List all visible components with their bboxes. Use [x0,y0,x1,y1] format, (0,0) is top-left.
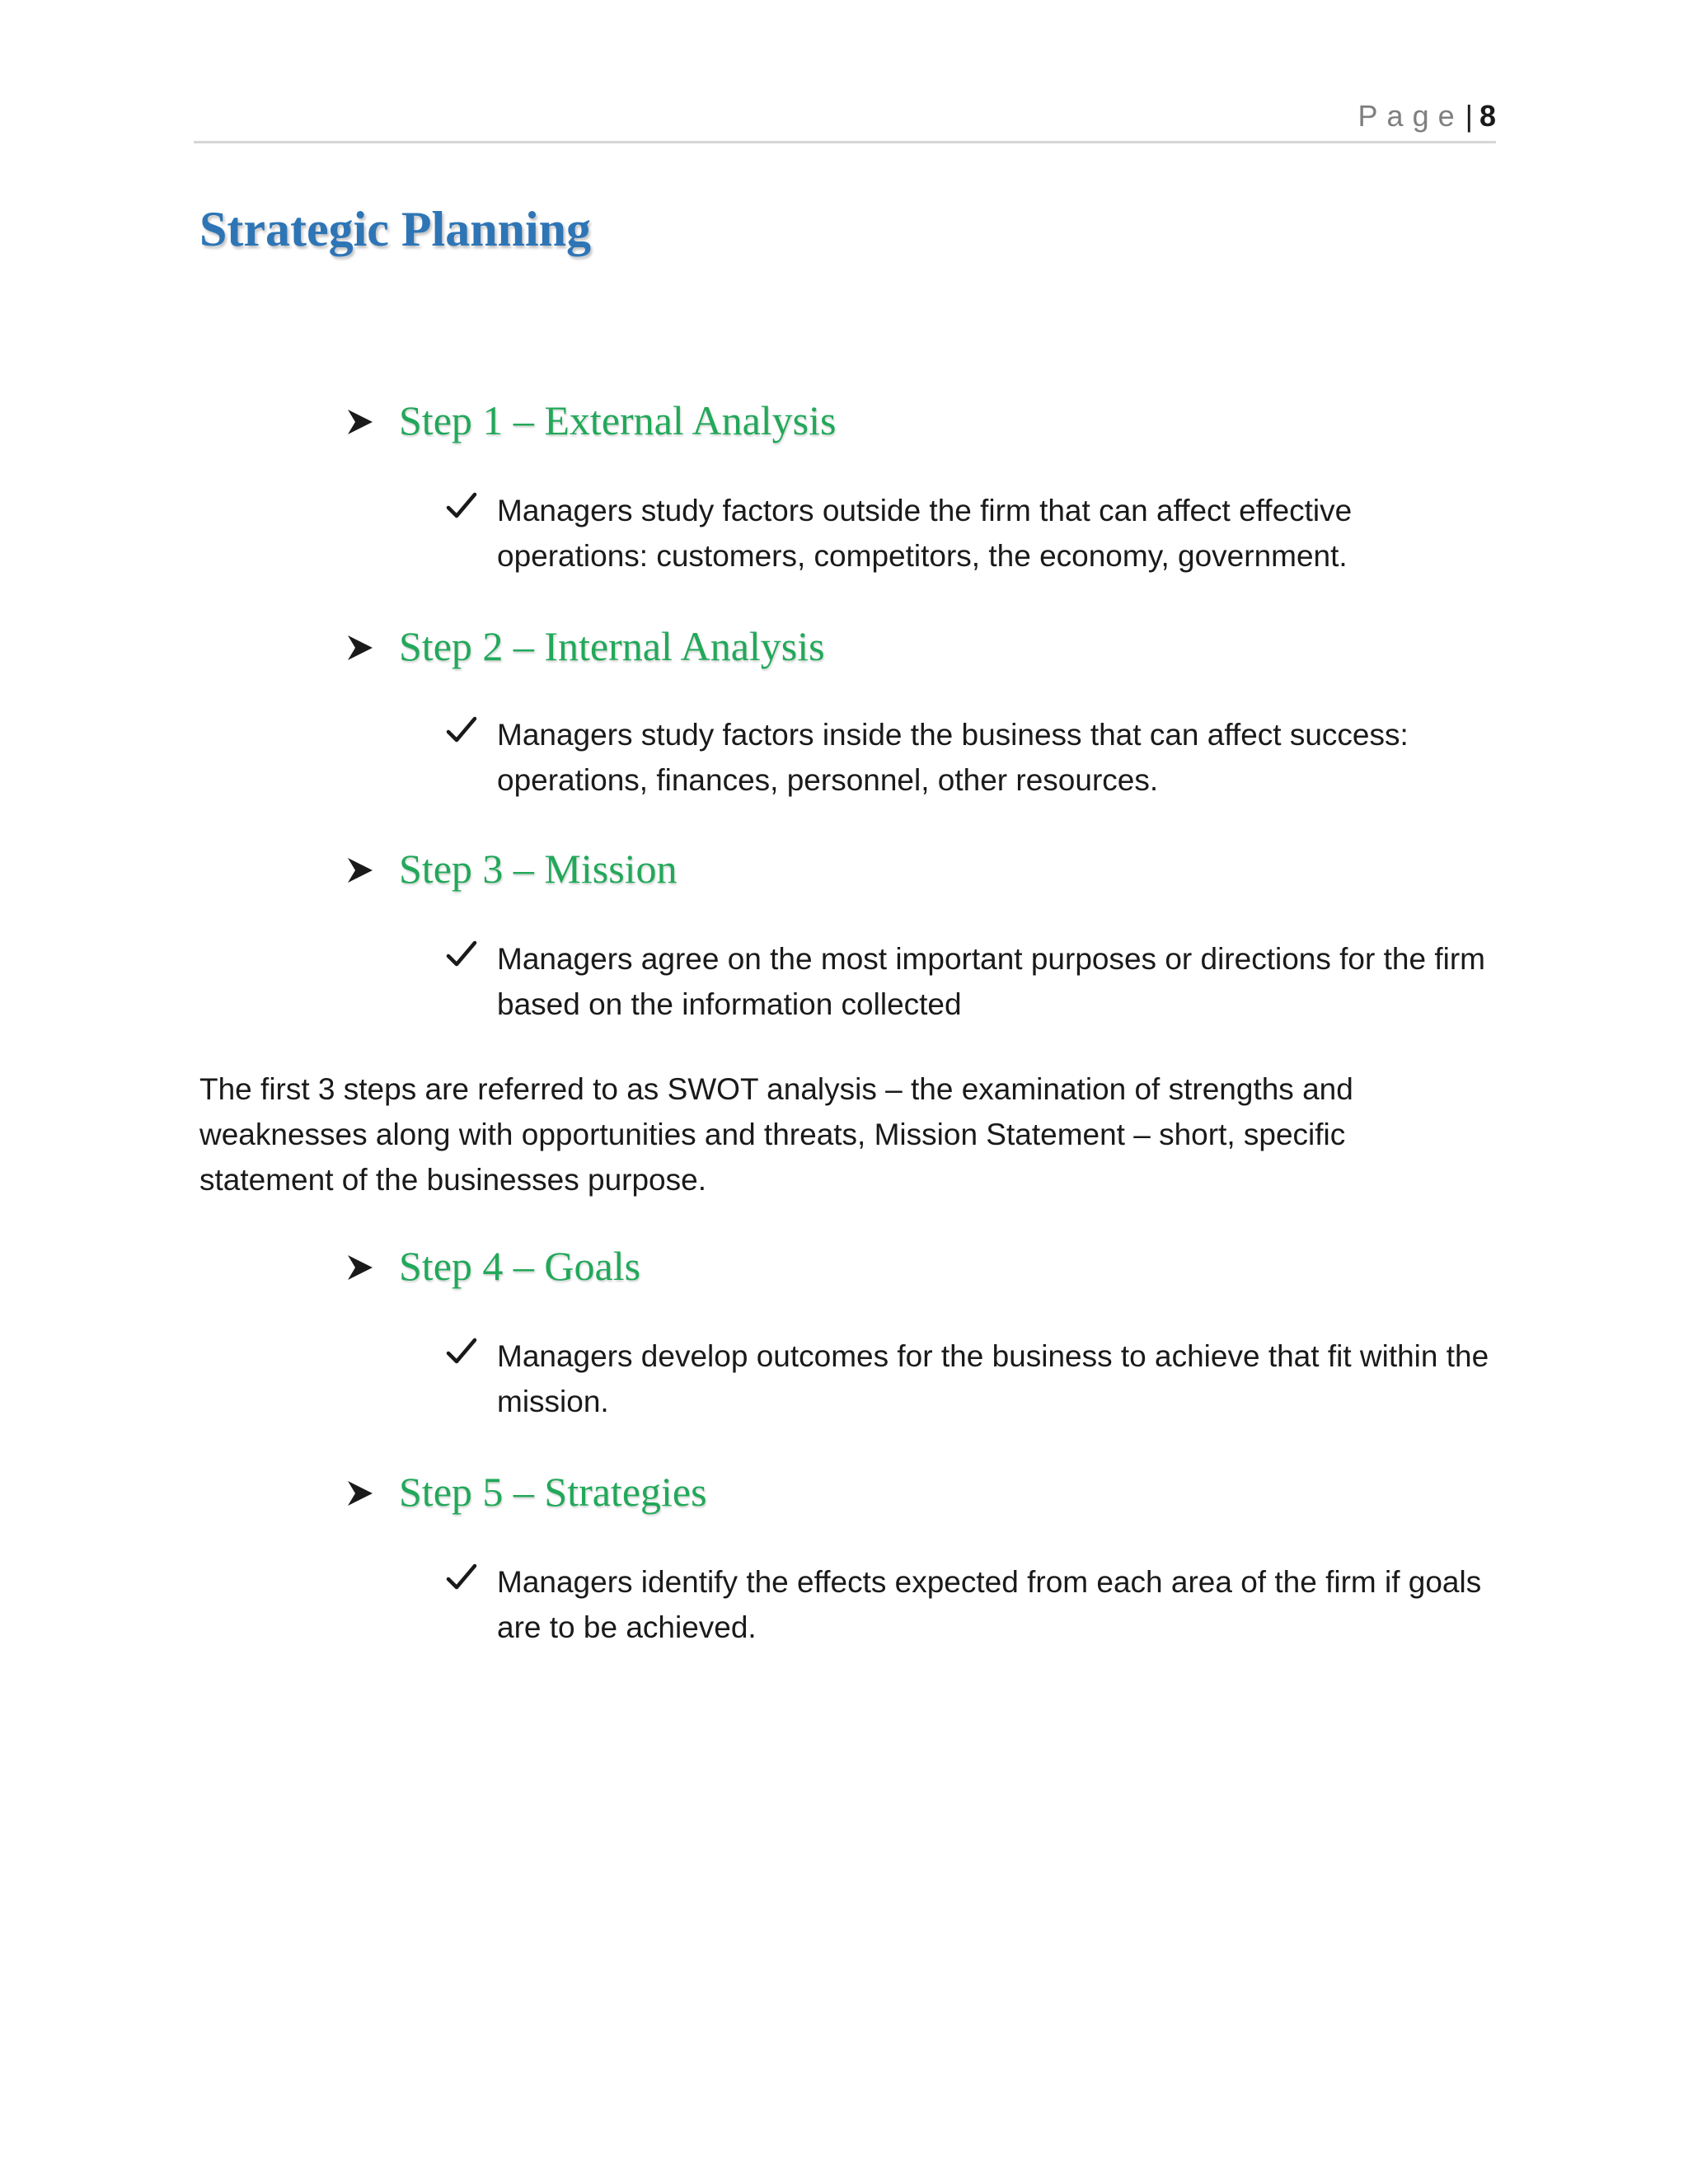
step-1-bullet-text: Managers study factors outside the firm that can affect effective operations: customers, competitors, the economy, government. [497,494,1353,573]
checkmark-icon [445,490,478,523]
step-3-bullet-text: Managers agree on the most important purposes or directions for the firm based on the information collected [497,942,1485,1021]
arrow-right-bullet-icon [346,1254,374,1282]
step-5-heading [346,1465,707,1518]
step-4-bullet-text: Managers develop outcomes for the business to achieve that fit within the mission. [497,1339,1489,1418]
page-title: Strategic Planning [199,202,591,256]
step-2-bullet-text: Managers study factors inside the business that can affect success: operations, finances, personnel, other resources. [497,718,1409,797]
step-4-heading [346,1240,640,1292]
swot-paragraph: The first 3 steps are referred to as SWOT analysis – the examination of strengths and weaknesses along with opportunities and threats, Mission Statement – short, specific statement of the businesses purpose. [199,1072,1353,1197]
page-number-label [1358,98,1496,134]
checkmark-icon [445,714,478,747]
step-3-heading [346,842,678,895]
checkmark-icon [445,1561,478,1594]
page-header [194,95,1496,143]
step-4-heading-text: Step 4 – Goals [399,1243,641,1289]
checkmark-icon [445,1335,478,1368]
page-separator: | [1465,99,1473,133]
arrow-right-bullet-icon [346,408,374,436]
arrow-right-bullet-icon [346,856,374,884]
step-1-heading [346,394,837,447]
page-word: Page [1357,99,1464,133]
page-number: 8 [1479,99,1496,133]
arrow-right-bullet-icon [346,1479,374,1507]
arrow-right-bullet-icon [346,634,374,662]
checkmark-icon [445,938,478,971]
step-5-heading-text: Step 5 – Strategies [399,1469,707,1515]
step-1-heading-text: Step 1 – External Analysis [399,397,837,443]
step-3-heading-text: Step 3 – Mission [399,846,678,892]
step-2-heading-text: Step 2 – Internal Analysis [399,623,825,669]
step-5-bullet-text: Managers identify the effects expected from each area of the firm if goals are to be achieved. [497,1565,1482,1644]
step-2-heading [346,620,825,673]
